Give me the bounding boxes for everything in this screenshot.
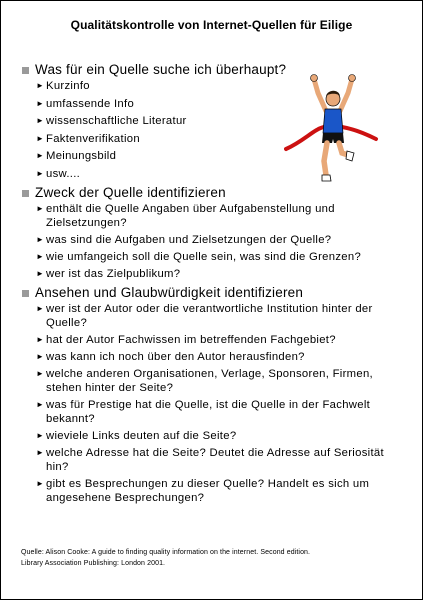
list-item: ► Meinungsbild bbox=[36, 150, 117, 162]
list-item: ► welche Adresse hat die Seite? Deutet die Adresse auf Seriosität hin? bbox=[36, 447, 384, 473]
section-heading-text: Was für ein Quelle suche ich überhaupt? bbox=[35, 62, 287, 77]
arrow-bullet-icon: ► bbox=[36, 151, 45, 160]
square-bullet-icon bbox=[22, 190, 29, 197]
arrow-bullet-icon: ► bbox=[36, 448, 45, 457]
arrow-bullet-icon: ► bbox=[36, 269, 45, 278]
list-item: ► wie umfangeich soll die Quelle sein, was sind die Grenzen? bbox=[36, 251, 362, 263]
section-heading-text: Ansehen und Glaubwürdigkeit identifizieren bbox=[35, 285, 304, 300]
arrow-bullet-icon: ► bbox=[36, 81, 45, 90]
list-item: ► enthält die Quelle Angaben über Aufgabenstellung und Zielsetzungen? bbox=[36, 203, 335, 229]
list-item: ► was für Prestige hat die Quelle, ist die Quelle in der Fachwelt bekannt? bbox=[36, 399, 371, 425]
arrow-bullet-icon: ► bbox=[36, 304, 45, 313]
source-line: Quelle: Alison Cooke: A guide to finding quality information on the internet. Second edition. bbox=[21, 549, 311, 556]
list-item: ► wer ist der Autor oder die verantwortliche Institution hinter der Quelle? bbox=[36, 303, 373, 329]
list-item: ► Kurzinfo bbox=[36, 80, 90, 92]
list-item: ► wissenschaftliche Literatur bbox=[36, 115, 187, 127]
arrow-bullet-icon: ► bbox=[36, 431, 45, 440]
arrow-bullet-icon: ► bbox=[36, 400, 45, 409]
arrow-bullet-icon: ► bbox=[36, 168, 45, 178]
list-item: ► was sind die Aufgaben und Zielsetzungen der Quelle? bbox=[36, 234, 332, 246]
arrow-bullet-icon: ► bbox=[36, 98, 45, 108]
source-line: Library Association Publishing: London 2001. bbox=[21, 560, 166, 567]
section-reputation bbox=[21, 284, 391, 505]
list-item: ► was kann ich noch über den Autor herausfinden? bbox=[36, 351, 305, 363]
list-item: ► Faktenverifikation bbox=[36, 132, 140, 145]
arrow-bullet-icon: ► bbox=[36, 335, 45, 344]
list-item: ► wieviele Links deuten auf die Seite? bbox=[36, 430, 237, 442]
arrow-bullet-icon: ► bbox=[36, 479, 45, 488]
list-item: ► usw.... bbox=[36, 167, 81, 180]
arrow-bullet-icon: ► bbox=[36, 352, 45, 361]
list-item: ► hat der Autor Fachwissen im betreffenden Fachgebiet? bbox=[36, 334, 336, 346]
arrow-bullet-icon: ► bbox=[36, 369, 45, 378]
source-citation bbox=[21, 547, 411, 569]
arrow-bullet-icon: ► bbox=[36, 133, 45, 143]
arrow-bullet-icon: ► bbox=[36, 204, 45, 213]
list-item: ► umfassende Info bbox=[36, 97, 135, 110]
list-item: ► welche anderen Organisationen, Verlage, Sponsoren, Firmen, stehen hinter der Seite? bbox=[36, 368, 373, 394]
square-bullet-icon bbox=[22, 290, 29, 297]
arrow-bullet-icon: ► bbox=[36, 235, 45, 244]
arrow-bullet-icon: ► bbox=[36, 252, 45, 261]
page-title: Qualitätskontrolle von Internet-Quellen für Eilige bbox=[70, 18, 353, 32]
section-heading bbox=[21, 284, 391, 302]
runner-finish-line-icon bbox=[284, 71, 379, 189]
list-item: ► gibt es Besprechungen zu dieser Quelle? Handelt es sich um angesehene Besprechungen? bbox=[36, 478, 370, 504]
list-item: ► wer ist das Zielpublikum? bbox=[36, 268, 181, 280]
section-purpose bbox=[21, 184, 391, 281]
item-list bbox=[21, 302, 391, 505]
arrow-bullet-icon: ► bbox=[36, 116, 45, 125]
section-heading-text: Zweck der Quelle identifizieren bbox=[35, 185, 226, 200]
square-bullet-icon bbox=[22, 67, 29, 74]
item-list bbox=[21, 202, 391, 281]
